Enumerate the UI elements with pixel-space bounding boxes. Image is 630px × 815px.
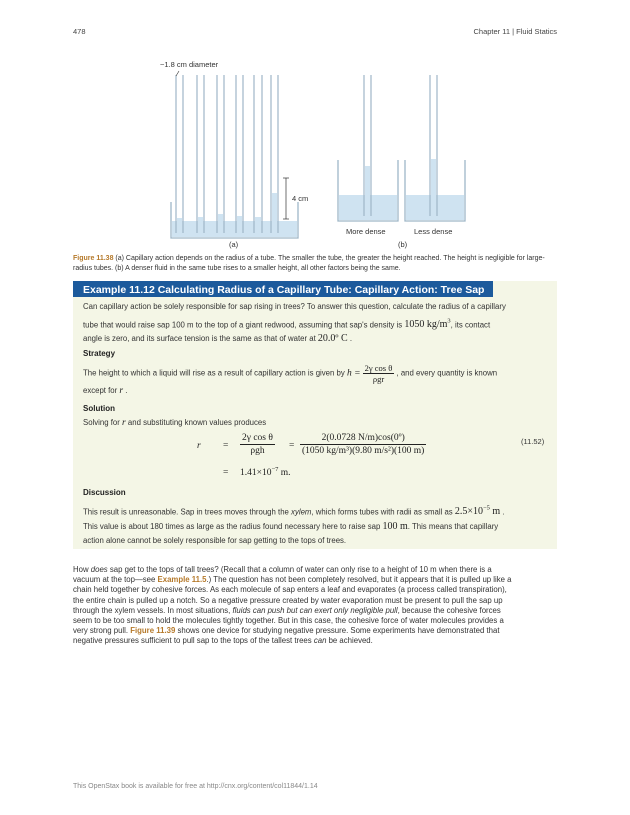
eq-frac-1: 2γ cos θ ρgh bbox=[242, 433, 273, 456]
tube-5 bbox=[254, 75, 262, 233]
equation-number: (11.52) bbox=[521, 437, 545, 446]
tube-4 bbox=[236, 75, 243, 233]
panel-a-label: (a) bbox=[229, 240, 239, 249]
tube-1 bbox=[176, 75, 183, 233]
example-11-5-link[interactable]: Example 11.5 bbox=[157, 575, 207, 585]
eq-equals-1: = bbox=[223, 441, 229, 451]
less-dense-label: Less dense bbox=[414, 227, 453, 236]
chapter-title: Chapter 11 | Fluid Statics bbox=[473, 27, 557, 36]
figure-caption-label[interactable]: Figure 11.38 bbox=[73, 255, 114, 262]
figure-caption: Figure 11.38 (a) Capillary action depends on the radius of a tube. The smaller the tube, the greater the height reached. The height is negligible for large-radius tubes. (b) A denser fluid in the same tube rises to a smaller height, all other factors being the same. bbox=[73, 255, 545, 272]
strategy-text: The height to which a liquid will rise as a result of capillary action is given by h = $\frac{\text{2γ cos θ}}{\text{ρgr}}$ , and every quantity is known except for r . bbox=[83, 363, 498, 396]
eq-lhs: r bbox=[197, 441, 201, 451]
tube-fluid-3 bbox=[218, 214, 223, 230]
tube-3 bbox=[217, 75, 224, 233]
panel-b-label: (b) bbox=[398, 240, 408, 249]
figure-11-39-link[interactable]: Figure 11.39 bbox=[130, 626, 176, 636]
capillary-figure bbox=[0, 0, 630, 260]
page-number: 478 bbox=[73, 27, 86, 36]
main-paragraph: How does sap get to the tops of tall trees? (Recall that a column of water can only rise to a height of 10 m when there is a vacuum at the top—see Example 11.5.) The question has not been completely resolved, but it appears that it is pulled up like a chain held together by cohesive forces. As each molecule of sap enters a leaf and evaporates (a process called transpiration), the entire chain is pulled up a notch. So a negative pressure created by water evaporation must be present to pull the sap up through the xylem vessels. In most situations, fluids can push but can exert only negligible pull, because the cohesive forces seem to be too small to hold the molecules tightly together. But in this case, the cohesive force of water molecules provides a very strong pull. Figure 11.39 shows one device for studying negative pressure. Some experiments have demonstrated that negative pressures sufficient to pull sap to the tops of the tallest trees can be achieved. bbox=[73, 565, 512, 646]
eq-equals-3: = bbox=[223, 468, 229, 478]
eq-equals-2: = bbox=[289, 441, 295, 451]
tube-fluid-6 bbox=[272, 193, 277, 231]
solution-text: Solving for r and substituting known values produces bbox=[83, 418, 267, 428]
discussion-text: This result is unreasonable. Sap in trees moves through the xylem, which forms tubes with radii as small as $2.5\times 10^{-5}$ m . This value is about 180 times as large as the radius found necessary here to raise sap 100 m. This means that capillary action alone cannot be solely responsible for sap getting to the tops of trees. bbox=[83, 505, 505, 546]
example-intro: Can capillary action be solely responsible for sap rising in trees? To answer this question, calculate the radius of a capillary tube that would raise sap 100 m to the top of a giant redwood, assuming that sap's density is 1050 $kg/m^3$, its contact angle is zero, and its surface tension is the same as that of water at 20.0º C . bbox=[83, 302, 506, 345]
tube-fluid-2 bbox=[198, 217, 203, 233]
height-label: 4 cm bbox=[292, 194, 309, 203]
example-title: Example 11.12 Calculating Radius of a Capillary Tube: Capillary Action: Tree Sap bbox=[73, 281, 493, 297]
footer-text: This OpenStax book is available for free at http://cnx.org/content/col11844/1.14 bbox=[73, 783, 318, 790]
tube-fluid-4 bbox=[237, 216, 242, 232]
discussion-heading: Discussion bbox=[83, 488, 126, 497]
solution-heading: Solution bbox=[83, 404, 115, 413]
tube-2 bbox=[197, 75, 204, 233]
diameter-label: ~1.8 cm diameter bbox=[160, 60, 219, 69]
strategy-heading: Strategy bbox=[83, 349, 116, 358]
tube-fluid-1 bbox=[177, 218, 182, 234]
more-dense-label: More dense bbox=[346, 227, 386, 236]
eq-frac-2: $\frac{\text{2(0.0728 N/m)cos(0º)}}{\text{(1050 kg/m³)(9.80 m/s²)(100 m)}}$ bbox=[302, 433, 425, 456]
tube-fluid-5 bbox=[255, 217, 261, 233]
eq-result: $1.41\times 10^{-7}$ m. bbox=[240, 466, 291, 479]
